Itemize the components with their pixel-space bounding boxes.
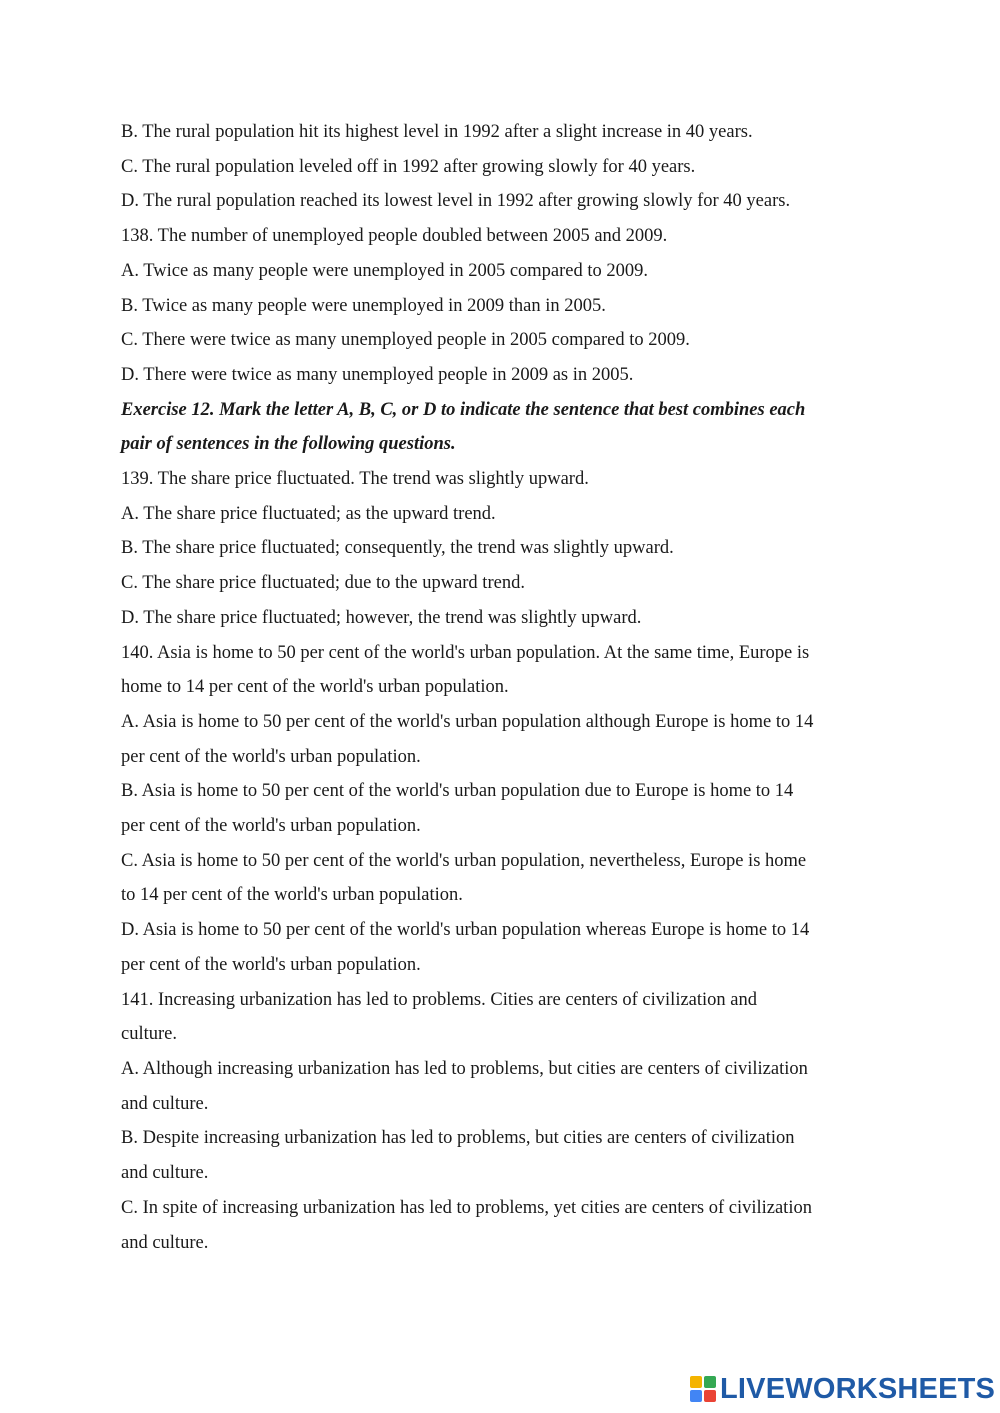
option-text: C. The share price fluctuated; due to the upward trend. bbox=[121, 573, 525, 594]
option-text: C. The rural population leveled off in 1992 after growing slowly for 40 years. bbox=[121, 156, 696, 177]
option-text: D. The share price fluctuated; however, the trend was slightly upward. bbox=[121, 607, 642, 628]
question-139: 139. The share price fluctuated. The trend was slightly upward. bbox=[121, 469, 589, 490]
question-141: 141. Increasing urbanization has led to problems. Cities are centers of civilization and bbox=[121, 989, 757, 1010]
option-text: per cent of the world's urban population. bbox=[121, 816, 421, 837]
question-140-cont: home to 14 per cent of the world's urban population. bbox=[121, 677, 509, 698]
worksheet-page bbox=[121, 115, 891, 1260]
option-text: and culture. bbox=[121, 1163, 209, 1184]
option-text: to 14 per cent of the world's urban population. bbox=[121, 885, 463, 906]
option-text: A. Twice as many people were unemployed in 2005 compared to 2009. bbox=[121, 260, 649, 281]
option-text: C. Asia is home to 50 per cent of the world's urban population, nevertheless, Europe is home bbox=[121, 850, 807, 871]
logo-square bbox=[704, 1376, 716, 1388]
option-text: per cent of the world's urban population. bbox=[121, 746, 421, 767]
liveworksheets-logo-icon bbox=[690, 1376, 716, 1402]
question-138: 138. The number of unemployed people doubled between 2005 and 2009. bbox=[121, 226, 668, 247]
option-text: B. Twice as many people were unemployed in 2009 than in 2005. bbox=[121, 295, 606, 316]
option-text: B. The share price fluctuated; consequently, the trend was slightly upward. bbox=[121, 538, 674, 559]
liveworksheets-wordmark: LIVEWORKSHEETS bbox=[720, 1372, 996, 1405]
question-140: 140. Asia is home to 50 per cent of the world's urban population. At the same time, Europe is bbox=[121, 642, 810, 663]
logo-square bbox=[690, 1376, 702, 1388]
option-text: B. The rural population hit its highest level in 1992 after a slight increase in 40 years. bbox=[121, 122, 753, 142]
option-text: C. There were twice as many unemployed people in 2005 compared to 2009. bbox=[121, 330, 690, 351]
option-text: per cent of the world's urban population. bbox=[121, 954, 421, 975]
exercise-12-heading: Exercise 12. Mark the letter A, B, C, or D to indicate the sentence that best combines each bbox=[121, 399, 806, 420]
option-text: B. Despite increasing urbanization has led to problems, but cities are centers of civilization bbox=[121, 1128, 795, 1149]
question-141-cont: culture. bbox=[121, 1024, 177, 1045]
option-text: D. The rural population reached its lowest level in 1992 after growing slowly for 40 years. bbox=[121, 191, 791, 212]
logo-square bbox=[704, 1390, 716, 1402]
exercise-12-heading-cont: pair of sentences in the following questions. bbox=[121, 434, 456, 455]
liveworksheets-logo[interactable] bbox=[690, 1372, 995, 1406]
option-text: D. There were twice as many unemployed people in 2009 as in 2005. bbox=[121, 364, 634, 385]
option-text: and culture. bbox=[121, 1093, 209, 1114]
option-text: and culture. bbox=[121, 1232, 209, 1253]
option-text: A. The share price fluctuated; as the upward trend. bbox=[121, 503, 496, 524]
option-text: A. Although increasing urbanization has led to problems, but cities are centers of civilization bbox=[121, 1058, 808, 1079]
option-text: C. In spite of increasing urbanization has led to problems, yet cities are centers of civilization bbox=[121, 1197, 812, 1218]
option-text: A. Asia is home to 50 per cent of the world's urban population although Europe is home to 14 bbox=[121, 711, 814, 732]
logo-square bbox=[690, 1390, 702, 1402]
option-text: B. Asia is home to 50 per cent of the world's urban population due to Europe is home to 14 bbox=[121, 781, 794, 802]
option-text: D. Asia is home to 50 per cent of the world's urban population whereas Europe is home to 14 bbox=[121, 920, 810, 941]
